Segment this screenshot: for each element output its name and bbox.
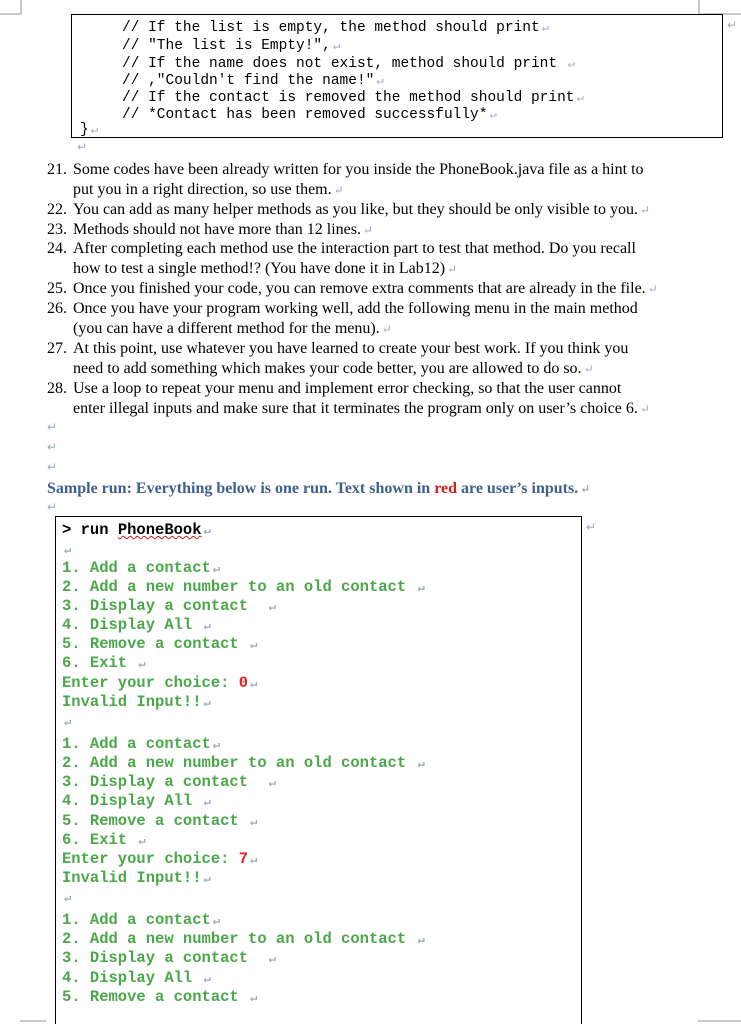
menu-item: 1. Add a contact ↵ [62, 911, 221, 929]
menu-item: 6. Exit ↵ [62, 831, 146, 849]
code-line: // ,"Couldn't find the name!" ↵ [122, 73, 384, 89]
crop-mark-top-left [20, 0, 22, 14]
user-input: 0 [238, 674, 249, 692]
menu-item: 4. Display All ↵ [62, 616, 211, 634]
menu-item: 1. Add a contact ↵ [62, 559, 221, 577]
code-line: // "The list is Empty!", ↵ [122, 38, 341, 54]
menu-item: 2. Add a new number to an old contact ↵ [62, 930, 425, 948]
sample-run-console: > run PhoneBook ↵ ↵ 1. Add a contact ↵ 2. Add a new number to an old contact ↵ 3. Display a contact ↵ 4. Display All ↵ 5. Remove a contact ↵ 6. Exit ↵ Enter your choice: 0 ↵ Invalid Input!! ↵ ↵ 1. Add a contact ↵ 2. Add a new number to an old contact ↵ 3. Display a contact ↵ 4. Display All ↵ 5. Remove a contact ↵ 6. Exit ↵ Enter your choice: 7 ↵ Invalid Input!! ↵ ↵ 1. Add a contact ↵ 2. Add a new number to an old contact ↵ 3. Display a contact ↵ 4. Display All ↵ 5. Remove a contact ↵ [55, 516, 582, 1024]
paragraph-mark: ↵ [47, 440, 58, 454]
menu-item: 4. Display All ↵ [62, 792, 211, 810]
invalid-message: Invalid Input!! ↵ [62, 693, 211, 711]
crop-mark-top-right [698, 0, 700, 14]
run-command: > run PhoneBook ↵ [62, 521, 211, 539]
menu-item: 2. Add a new number to an old contact ↵ [62, 578, 425, 596]
menu-item: 5. Remove a contact ↵ [62, 988, 258, 1006]
user-input: 7 [238, 850, 249, 868]
code-line: // *Contact has been removed successfully* ↵ [122, 107, 497, 123]
cell-end-mark: ↵ [586, 520, 597, 534]
choice-prompt: Enter your choice: 0 ↵ [62, 674, 258, 692]
menu-item: 1. Add a contact ↵ [62, 735, 221, 753]
menu-item: 3. Display a contact ↵ [62, 949, 276, 967]
paragraph-mark: ↵ [47, 420, 58, 434]
menu-item: 2. Add a new number to an old contact ↵ [62, 754, 425, 772]
sample-run-heading: Sample run: Everything below is one run. Text shown in red are user’s inputs. ↵ [47, 480, 591, 497]
code-line: // If the list is empty, the method should print ↵ [122, 20, 549, 36]
cell-end-mark: ↵ [727, 18, 738, 32]
code-comment-block [71, 14, 723, 138]
menu-item: 3. Display a contact ↵ [62, 773, 276, 791]
crop-mark-bottom-right [698, 1020, 741, 1022]
choice-prompt: Enter your choice: 7 ↵ [62, 850, 258, 868]
invalid-message: Invalid Input!! ↵ [62, 869, 211, 887]
menu-item: 5. Remove a contact ↵ [62, 812, 258, 830]
code-line: // If the name does not exist, method should print ↵ [122, 56, 576, 72]
code-closing-brace: } ↵ [80, 122, 98, 138]
menu-item: 3. Display a contact ↵ [62, 597, 276, 615]
menu-item: 5. Remove a contact ↵ [62, 635, 258, 653]
crop-mark-bottom-left [20, 1020, 46, 1022]
paragraph-mark: ↵ [77, 140, 88, 154]
menu-item: 4. Display All ↵ [62, 969, 211, 987]
crop-mark-top-left-h [0, 13, 22, 15]
code-line: // If the contact is removed the method should print ↵ [122, 90, 584, 106]
paragraph-mark: ↵ [47, 460, 58, 474]
menu-item: 6. Exit ↵ [62, 654, 146, 672]
paragraph-mark: ↵ [47, 500, 58, 514]
